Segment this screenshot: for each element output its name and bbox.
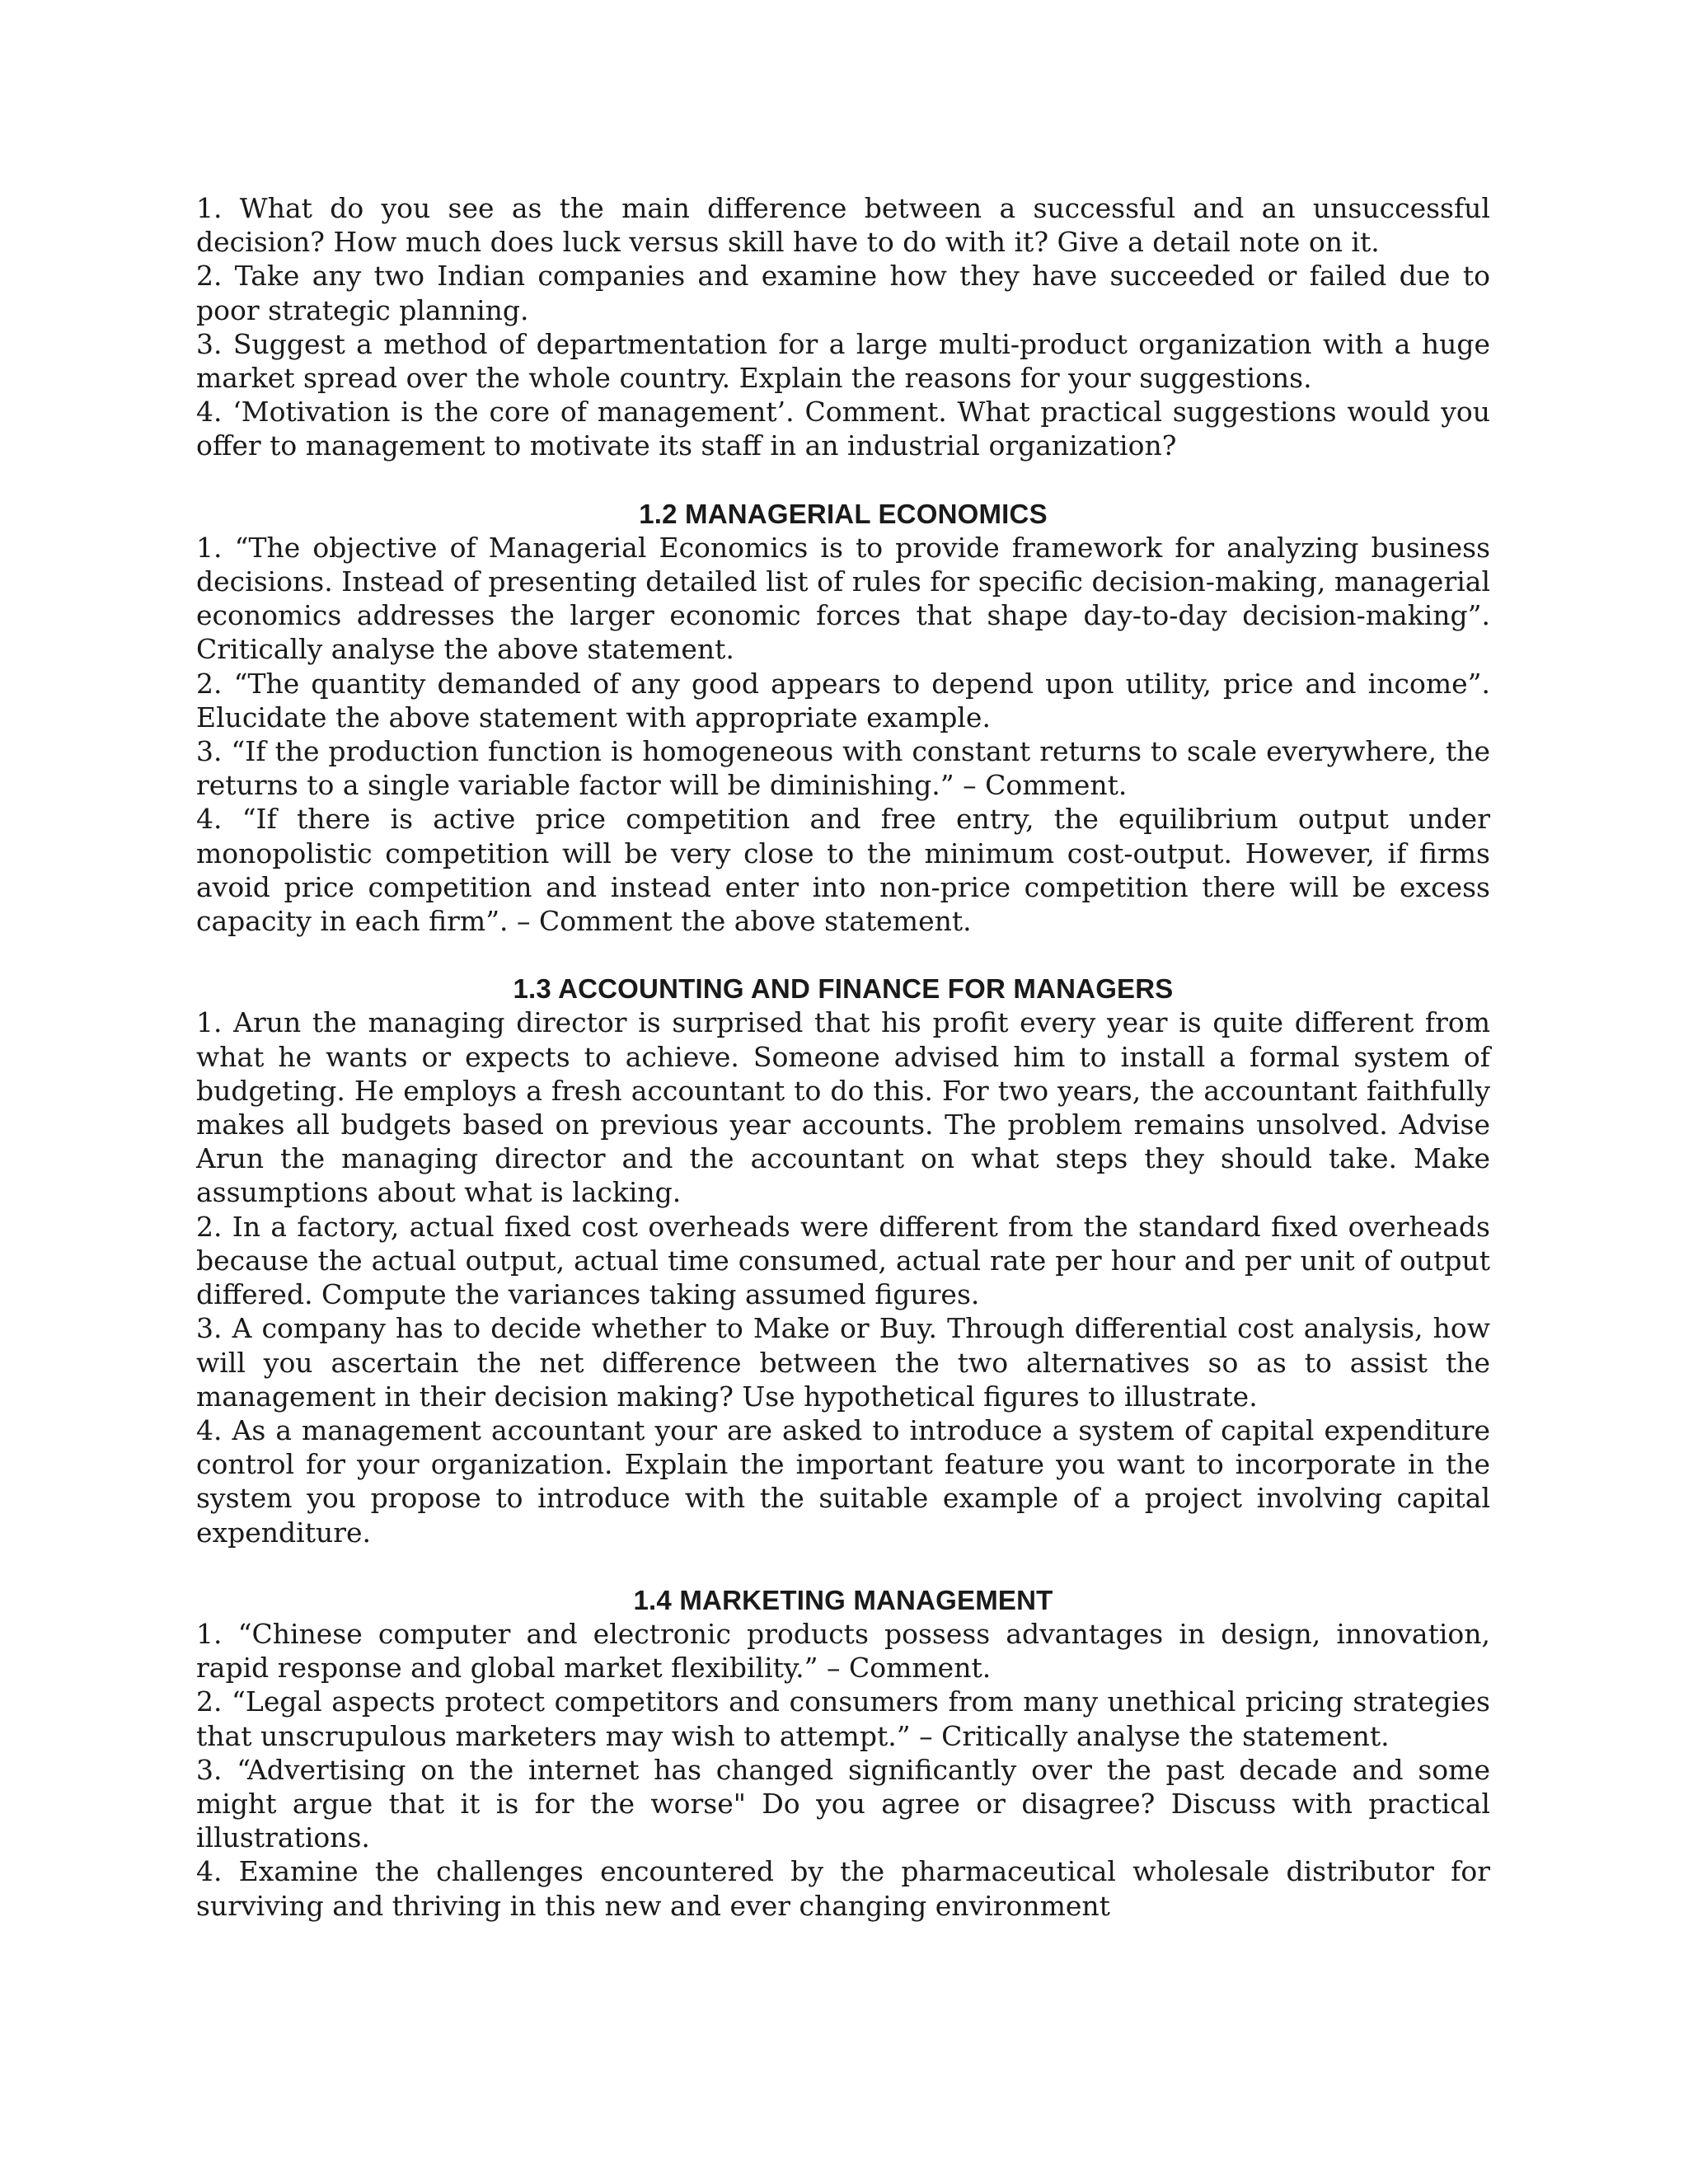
question-3: 3. “If the production function is homogeneous with constant returns to scale everywhere, the returns to a single variable factor will be diminishing.” – Comment. bbox=[196, 735, 1490, 802]
question-2: 2. In a factory, actual fixed cost overheads were different from the standard fixed overheads because the actual output, actual time consumed, actual rate per hour and per unit of output differed. Compute the variances taking assumed figures. bbox=[196, 1210, 1490, 1311]
section-heading: 1.3 ACCOUNTING AND FINANCE FOR MANAGERS bbox=[513, 973, 1174, 1005]
section-heading: 1.2 MANAGERIAL ECONOMICS bbox=[639, 498, 1048, 529]
intro-question-1: 1. What do you see as the main difference between a successful and an unsuccessful decision? How much does luck versus skill have to do with it? Give a detail note on it. bbox=[196, 192, 1490, 259]
question-1: 1. “The objective of Managerial Economics is to provide framework for analyzing business decisions. Instead of presenting detailed list of rules for specific decision-making, managerial economics addresses the larger economic forces that shape day-to-day decision-making”. Critically analyse the above statement. bbox=[196, 531, 1490, 666]
question-3: 3. “Advertising on the internet has changed significantly over the past decade and some might argue that it is for the worse" Do you agree or disagree? Discuss with practical illustrations. bbox=[196, 1753, 1490, 1854]
section-marketing-management bbox=[196, 1583, 1490, 1923]
section-heading: 1.4 MARKETING MANAGEMENT bbox=[633, 1584, 1053, 1615]
section-managerial-economics bbox=[196, 497, 1490, 939]
question-2: 2. “Legal aspects protect competitors and consumers from many unethical pricing strategies that unscrupulous marketers may wish to attempt.” – Critically analyse the statement. bbox=[196, 1685, 1490, 1752]
question-1: 1. “Chinese computer and electronic products possess advantages in design, innovation, rapid response and global market flexibility.” – Comment. bbox=[196, 1617, 1490, 1685]
document-page bbox=[196, 191, 1490, 1923]
question-1: 1. Arun the managing director is surprised that his profit every year is quite different from what he wants or expects to achieve. Someone advised him to install a formal system of budgeting. He employs a fresh accountant to do this. For two years, the accountant faithfully makes all budgets based on previous year accounts. The problem remains unsolved. Advise Arun the managing director and the accountant on what steps they should take. Make assumptions about what is lacking. bbox=[196, 1006, 1490, 1209]
intro-question-4: 4. ‘Motivation is the core of management’. Comment. What practical suggestions would you offer to management to motivate its staff in an industrial organization? bbox=[196, 396, 1490, 462]
intro-question-3: 3. Suggest a method of departmentation for a large multi-product organization with a huge market spread over the whole country. Explain the reasons for your suggestions. bbox=[196, 327, 1490, 395]
question-4: 4. Examine the challenges encountered by the pharmaceutical wholesale distributor for surviving and thriving in this new and ever changing environment bbox=[196, 1855, 1490, 1922]
question-2: 2. “The quantity demanded of any good appears to depend upon utility, price and income”. Elucidate the above statement with appropriate example. bbox=[196, 667, 1490, 733]
question-4: 4. As a management accountant your are asked to introduce a system of capital expenditure control for your organization. Explain the important feature you want to incorporate in the system you propose to introduce with the suitable example of a project involving capital expenditure. bbox=[196, 1413, 1490, 1549]
intro-questions bbox=[196, 191, 1490, 463]
intro-question-2: 2. Take any two Indian companies and examine how they have succeeded or failed due to poor strategic planning. bbox=[196, 260, 1490, 326]
question-4: 4. “If there is active price competition and free entry, the equilibrium output under monopolistic competition will be very close to the minimum cost-output. However, if firms avoid price competition and instead enter into non-price competition there will be excess capacity in each firm”. – Comment the above statement. bbox=[196, 803, 1490, 938]
section-accounting-finance bbox=[196, 972, 1490, 1549]
question-3: 3. A company has to decide whether to Make or Buy. Through differential cost analysis, how will you ascertain the net difference between the two alternatives so as to assist the management in their decision making? Use hypothetical figures to illustrate. bbox=[196, 1312, 1490, 1413]
